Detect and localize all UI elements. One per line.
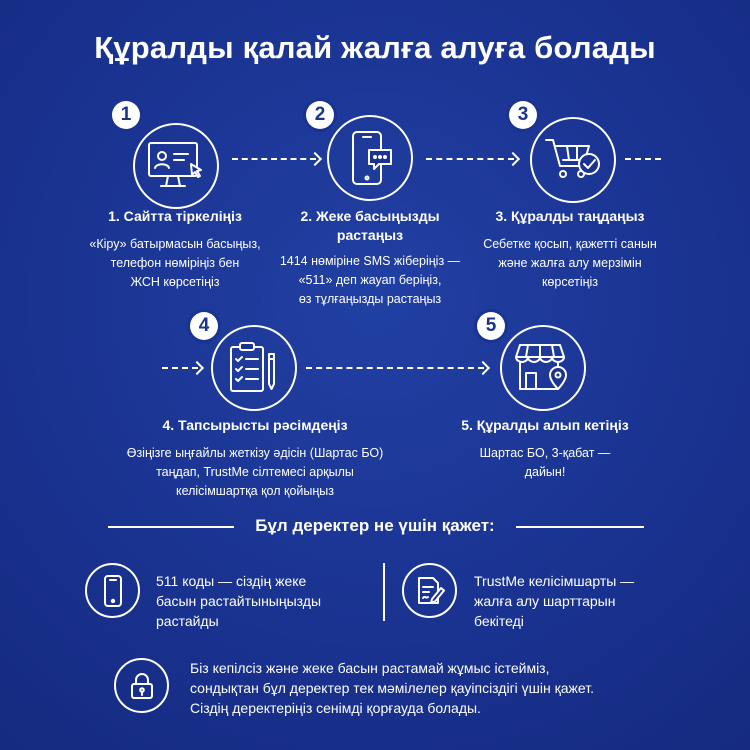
cart-check-icon	[543, 134, 603, 186]
step-2-title-line: 2. Жеке басыңызды	[300, 208, 440, 224]
step-5-icon-circle	[500, 325, 586, 411]
phone-message-icon	[345, 128, 395, 188]
computer-user-icon	[146, 140, 206, 192]
padlock-icon	[129, 671, 155, 701]
step-4-badge: 4	[190, 312, 218, 340]
arrowhead-in-4	[190, 361, 204, 375]
store-location-icon	[514, 341, 572, 395]
note-line: сондықтан бұл деректер тек мәмілелер қауіпсіздігі үшін қажет.	[190, 680, 594, 696]
note-text	[190, 658, 630, 718]
why-item-2-text	[474, 571, 684, 631]
arrowhead-1-2	[308, 152, 322, 166]
heading-rule-left	[108, 526, 234, 528]
why-item-1-icon-circle	[85, 563, 140, 618]
step-4-desc-line: келісімшартқа қол қойыңыз	[175, 484, 335, 498]
step-3-desc-line: және жалға алу мерзімін	[498, 256, 642, 270]
note-icon-circle	[114, 658, 169, 713]
why-item-2-icon-circle	[402, 563, 457, 618]
step-5-desc-line: дайын!	[524, 465, 566, 479]
step-4-desc	[95, 444, 415, 501]
connector-3-out	[625, 158, 661, 160]
why-item-2-line: бекітеді	[474, 613, 524, 629]
document-sign-icon	[415, 575, 445, 607]
step-4-icon-circle	[211, 325, 297, 411]
connector-2-3	[426, 158, 514, 160]
step-5-title: 5. Құралды алып кетіңіз	[461, 417, 629, 433]
why-item-1-line: басын растайтыныңызды	[156, 593, 322, 609]
heading-rule-right	[516, 526, 644, 528]
step-3-badge: 3	[509, 101, 537, 129]
step-5-desc	[445, 444, 645, 482]
step-2-icon-circle	[327, 115, 413, 201]
arrowhead-2-3	[506, 152, 520, 166]
step-3-icon-circle	[530, 117, 616, 203]
step-4-desc-line: Өзіңізге ыңғайлы жеткізу әдісін (Шартас БО)	[126, 446, 384, 460]
note-line: Біз кепілсіз және жеке басын растамай жұмыс істейміз,	[190, 660, 550, 676]
step-3-desc	[465, 235, 675, 292]
step-1-icon-circle	[133, 123, 219, 209]
step-1-desc-line: ЖСН көрсетіңіз	[130, 275, 220, 289]
step-2-desc-line: өз тұлғаңызды растаңыз	[298, 292, 442, 306]
step-2-desc-line: «511» деп жауап беріңіз,	[298, 273, 442, 287]
page-title: Құралды қалай жалға алуға болады	[94, 30, 656, 65]
connector-1-2	[232, 158, 316, 160]
arrowhead-4-5	[476, 361, 490, 375]
step-4-desc-line: таңдап, TrustMe сілтемесі арқылы	[156, 465, 354, 479]
why-heading: Бұл деректер не үшін қажет:	[255, 516, 495, 535]
step-1-desc-line: «Кіру» батырмасын басыңыз,	[89, 237, 261, 251]
step-1-badge: 1	[112, 101, 140, 129]
why-item-2-line: жалға алу шарттарын	[474, 593, 616, 609]
why-divider	[383, 563, 385, 621]
step-2-title-line: растаңыз	[336, 227, 404, 243]
note-line: Сіздің деректеріңіз сенімді қорғауда болады.	[190, 700, 481, 716]
step-1-desc-line: телефон нөміріңіз бен	[110, 256, 240, 270]
step-1-title: 1. Сайтта тіркеліңіз	[108, 208, 242, 224]
connector-4-5	[306, 367, 484, 369]
why-item-1-line: 511 коды — сіздің жеке	[156, 573, 307, 589]
clipboard-checklist-icon	[227, 340, 281, 396]
step-4-title: 4. Тапсырысты рәсімдеңіз	[162, 417, 348, 433]
why-item-1-line: растайды	[156, 613, 219, 629]
step-3-title: 3. Құралды таңдаңыз	[495, 208, 645, 224]
step-1-desc	[70, 235, 280, 292]
why-item-2-line: TrustMe келісімшарты —	[474, 573, 635, 589]
step-2-title	[270, 207, 470, 245]
step-3-desc-line: Себетке қосып, қажетті санын	[483, 237, 657, 251]
step-5-desc-line: Шартас БО, 3-қабат —	[479, 446, 611, 460]
step-3-desc-line: көрсетіңіз	[541, 275, 599, 289]
step-2-badge: 2	[306, 101, 334, 129]
why-item-1-text	[156, 571, 366, 631]
step-2-desc-line: 1414 нөміріне SMS жіберіңіз —	[279, 254, 461, 268]
phone-icon	[100, 574, 126, 608]
step-5-badge: 5	[477, 312, 505, 340]
step-2-desc	[265, 252, 475, 309]
